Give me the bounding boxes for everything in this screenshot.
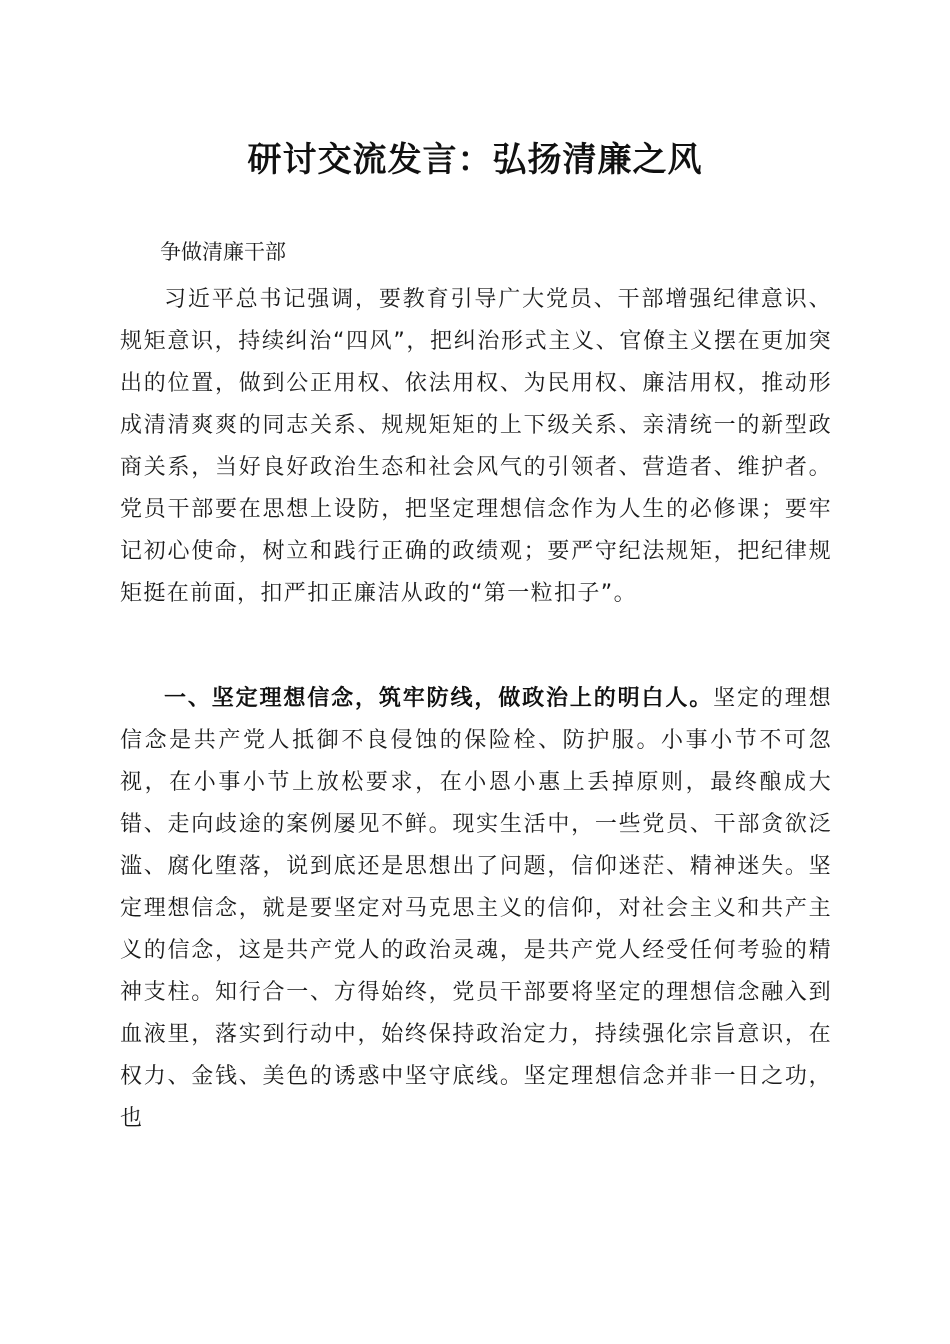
section-heading: 一、坚定理想信念，筑牢防线，做政治上的明白人。 (164, 686, 714, 711)
paragraph-text: 坚定的理想信念是共产党人抵御不良侵蚀的保险栓、防护服。小事小节不可忽视，在小事小节上放松要求，在小恩小惠上丢掉原则，最终酿成大错、走向歧途的案例屡见不鲜。现实生活中，一些党员、干部贪欲泛滥、腐化堕落，说到底还是思想出了问题，信仰迷茫、精神迷失。坚定理想信念，就是要坚定对马克思主义的信仰，对社会主义和共产主义的信念，这是共产党人的政治灵魂，是共产党人经受任何考验的精神支柱。知行合一、方得始终，党员干部要将坚定的理想信念融入到血液里，落实到行动中，始终保持政治定力，持续强化宗旨意识，在权力、金钱、美色的诱惑中坚守底线。坚定理想信念并非一日之功，也 (120, 686, 832, 1131)
document-title: 研讨交流发言：弘扬清廉之风 (247, 140, 703, 180)
body-paragraph-intro (120, 279, 832, 615)
body-paragraph-section-one (120, 678, 832, 1140)
paragraph-text: 习近平总书记强调，要教育引导广大党员、干部增强纪律意识、规矩意识，持续纠治“四风”，把纠治形式主义、官僚主义摆在更加突出的位置，做到公正用权、依法用权、为民用权、廉洁用权，推动形成清清爽爽的同志关系、规规矩矩的上下级关系、亲清统一的新型政商关系，当好良好政治生态和社会风气的引领者、营造者、维护者。党员干部要在思想上设防，把坚定理想信念作为人生的必修课；要牢记初心使命，树立和践行正确的政绩观；要严守纪法规矩，把纪律规矩挺在前面，扣严扣正廉洁从政的“第一粒扣子”。 (120, 287, 832, 606)
document-subtitle: 争做清廉干部 (160, 240, 286, 264)
